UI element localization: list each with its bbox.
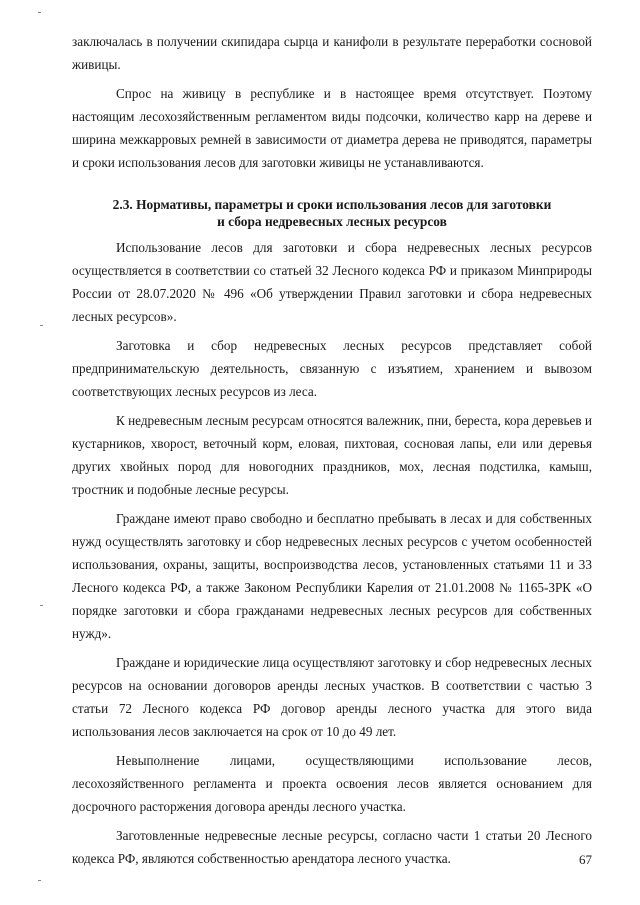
section-heading-line-2: и сбора недревесных лесных ресурсов	[217, 214, 447, 229]
paragraph-definition: Заготовка и сбор недревесных лесных ресурсов представляет собой предпринимательскую деятельность, связанную с изъятием, хранением и вывозом соответствующих лесных ресурсов из леса.	[72, 338, 592, 399]
paragraph-termination: Невыполнение лицами, осуществляющими использование лесов, лесохозяйственного регламента и проекта освоения лесов является основанием для досрочного расторжения договора аренды лесного участка.	[72, 753, 592, 814]
scan-mark	[38, 12, 41, 13]
scan-mark	[40, 605, 43, 606]
document-page	[72, 30, 592, 876]
page-number: 67	[579, 852, 592, 867]
paragraph-citizens-rights: Граждане имеют право свободно и бесплатно пребывать в лесах и для собственных нужд осуществлять заготовку и сбор недревесных лесных ресурсов с учетом особенностей использования, охраны, защиты, воспроизводства лесов, установленных статьями 11 и 33 Лесного кодекса РФ, а также Законом Республики Карелия от 21.01.2008 № 1165-ЗРК «О порядке заготовки и сбора гражданами недревесных лесных ресурсов для собственных нужд».	[72, 511, 592, 641]
scan-mark	[38, 880, 41, 881]
section-heading-line-1: 2.3. Нормативы, параметры и сроки использования лесов для заготовки	[112, 197, 552, 212]
paragraph-legal-basis: Использование лесов для заготовки и сбора недревесных лесных ресурсов осуществляется в соответствии со статьей 32 Лесного кодекса РФ и приказом Минприроды России от 28.07.2020 № 496 «Об утверждении Правил заготовки и сбора недревесных лесных ресурсов».	[72, 240, 592, 324]
paragraph-resource-list: К недревесным лесным ресурсам относятся валежник, пни, береста, кора деревьев и кустарников, хворост, веточный корм, еловая, пихтовая, сосновая лапы, ели или деревья других хвойных пород для новогодних праздников, мох, лесная подстилка, камыш, тростник и подобные лесные ресурсы.	[72, 413, 592, 497]
paragraph-continuation: заключалась в получении скипидара сырца и канифоли в результате переработки сосновой живицы.	[72, 34, 592, 72]
section-heading	[72, 196, 592, 230]
paragraph-resin-demand: Спрос на живицу в республике и в настоящее время отсутствует. Поэтому настоящим лесохозяйственным регламентом виды подсочки, количество карр на дереве и ширина межкарровых ремней в зависимости от диаметра дерева не приводятся, параметры и сроки использования лесов для заготовки живицы не устанавливаются.	[72, 86, 592, 170]
paragraph-lease-terms: Граждане и юридические лица осуществляют заготовку и сбор недревесных лесных ресурсов на основании договоров аренды лесных участков. В соответствии с частью 3 статьи 72 Лесного кодекса РФ договор аренды лесного участка для этого вида использования лесов заключается на срок от 10 до 49 лет.	[72, 655, 592, 739]
paragraph-ownership: Заготовленные недревесные лесные ресурсы, согласно части 1 статьи 20 Лесного кодекса РФ, являются собственностью арендатора лесного участка.	[72, 828, 592, 866]
scan-mark	[40, 325, 43, 326]
